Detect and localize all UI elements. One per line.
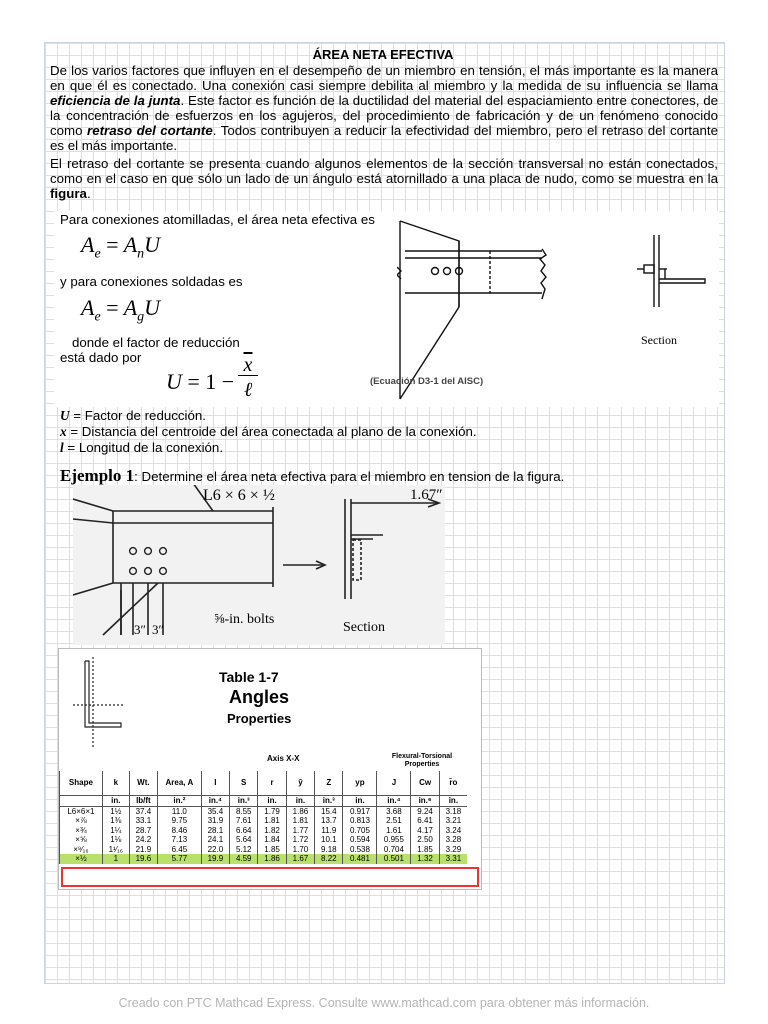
table-row	[60, 854, 468, 864]
table-cell: 1.79	[258, 806, 286, 816]
legend-x: x = Distancia del centroide del área conectada al plano de la conexión.	[60, 424, 477, 439]
table-header-cell: r̄o	[439, 771, 467, 796]
table-cell: 1⅛	[102, 835, 129, 845]
table-unit-cell: in.⁴	[377, 796, 411, 807]
table-cell: 3.24	[439, 826, 467, 836]
table-cell: 9.18	[315, 845, 343, 855]
highlight-frame	[61, 867, 479, 887]
table-cell: 0.594	[343, 835, 377, 845]
table-unit-cell: in.⁶	[411, 796, 439, 807]
table-cell: 0.704	[377, 845, 411, 855]
table-cell: 1.67	[286, 854, 314, 864]
table-cell: 31.9	[201, 816, 229, 826]
table-cell: 5.12	[230, 845, 258, 855]
table-cell: 1½	[102, 806, 129, 816]
table-unit-cell: in.²	[158, 796, 202, 807]
table-cell: 1.70	[286, 845, 314, 855]
table-cell: 1.32	[411, 854, 439, 864]
table-cell: 1	[102, 854, 129, 864]
table-cell: 11.0	[158, 806, 202, 816]
table-cell: 8.55	[230, 806, 258, 816]
welded-text: y para conexiones soldadas es	[60, 274, 243, 289]
table-cell: 1.82	[258, 826, 286, 836]
table-cell: 28.1	[201, 826, 229, 836]
table-header-cell: k	[102, 771, 129, 796]
legend-u: U = Factor de reducción.	[60, 408, 206, 423]
angles-table-panel	[58, 648, 482, 890]
table-row	[60, 816, 468, 826]
table-cell: 19.9	[201, 854, 229, 864]
table-header-cell: I	[201, 771, 229, 796]
table-cell: 6.45	[158, 845, 202, 855]
table-header-cell: ȳ	[286, 771, 314, 796]
aisc-reference: (Ecuación D3-1 del AISC)	[370, 376, 484, 387]
section-label-top: Section	[641, 333, 677, 347]
table-cell: 1.84	[258, 835, 286, 845]
table-cell: 3.31	[439, 854, 467, 864]
table-cell: 1.85	[411, 845, 439, 855]
example-1: Ejemplo 1: Determine el área neta efectiva para el miembro en tension de la figura.	[60, 466, 565, 485]
table-cell: 19.6	[129, 854, 157, 864]
angles-table	[59, 771, 467, 864]
table-units-row	[60, 796, 468, 807]
table-cell: 21.9	[129, 845, 157, 855]
table-cell: 6.41	[411, 816, 439, 826]
table-header-cell: yp	[343, 771, 377, 796]
section-label: Section	[343, 620, 385, 635]
table-cell: 1.81	[258, 816, 286, 826]
table-cell: ×⁹⁄₁₆	[60, 845, 103, 855]
table-cell: 37.4	[129, 806, 157, 816]
table-cell: 1.85	[258, 845, 286, 855]
table-row	[60, 826, 468, 836]
table-cell: 22.0	[201, 845, 229, 855]
table-cell: ×⅝	[60, 835, 103, 845]
spacing-2: 3″	[152, 622, 164, 637]
table-cell: 24.2	[129, 835, 157, 845]
footer-note: Creado con PTC Mathcad Express. Consulte www.mathcad.com para obtener más información.	[118, 996, 650, 1010]
table-header-cell: S	[230, 771, 258, 796]
table-cell: 1.61	[377, 826, 411, 836]
table-cell: 1¹⁄₁₆	[102, 845, 129, 855]
table-unit-cell: lb/ft	[129, 796, 157, 807]
table-cell: 1.86	[258, 854, 286, 864]
table-cell: 0.705	[343, 826, 377, 836]
table-unit-cell: in.³	[230, 796, 258, 807]
table-cell: 11.9	[315, 826, 343, 836]
table-cell: ×⅞	[60, 816, 103, 826]
intro-paragraph: De los varios factores que influyen en el desempeño de un miembro en tensión, el más importante es la manera en que él es conectado. Una conexión casi siempre debilita al miembro y la medida de su influencia se llama eficiencia de la junta. Este factor es función de la ductilidad del material del espaciamiento entre conectores, de la concentración de esfuerzos en los agujeros, del procedimiento de fabricación y de un fenómeno conocido como retraso del cortante. Todos contribuyen a reducir la efectividad del miembro, pero el retraso del cortante es el más importante.	[50, 63, 719, 153]
bolts-label: ⅝-in. bolts	[214, 612, 275, 627]
table-cell: 1.86	[286, 806, 314, 816]
table-cell: 1⅜	[102, 816, 129, 826]
table-cell: 3.21	[439, 816, 467, 826]
table-cell: 0.955	[377, 835, 411, 845]
table-cell: 5.64	[230, 835, 258, 845]
table-unit-cell: in.	[102, 796, 129, 807]
table-cell: 10.1	[315, 835, 343, 845]
equation-bolted: $A_e = A_nU$	[81, 232, 161, 262]
table-cell: 0.813	[343, 816, 377, 826]
dimension-label: 1.67″	[410, 487, 443, 503]
shape-label: L6 × 6 × ½	[203, 487, 275, 504]
bolted-text: Para conexiones atomilladas, el área neta efectiva es	[60, 212, 375, 227]
table-cell: 2.50	[411, 835, 439, 845]
table-cell: 9.24	[411, 806, 439, 816]
table-cell: ×½	[60, 854, 103, 864]
table-cell: 1.77	[286, 826, 314, 836]
legend-l: l = Longitud de la conexión.	[60, 440, 224, 455]
angle-section-icon	[63, 653, 125, 751]
table-cell: 9.75	[158, 816, 202, 826]
table-unit-cell: in.	[343, 796, 377, 807]
table-cell: 5.77	[158, 854, 202, 864]
table-header-cell: Z	[315, 771, 343, 796]
table-cell: 1.81	[286, 816, 314, 826]
fraction-denominator: ℓ	[243, 379, 253, 401]
table-title-2: Angles	[229, 687, 290, 707]
table-title-3: Properties	[227, 711, 292, 726]
table-header-cell: J	[377, 771, 411, 796]
table-cell: 4.17	[411, 826, 439, 836]
fraction-numerator: $\overline{x}$	[238, 355, 258, 376]
table-cell: 15.4	[315, 806, 343, 816]
table-cell: 3.68	[377, 806, 411, 816]
equation-welded: $A_e = A_gU$	[81, 295, 161, 325]
table-cell: 24.1	[201, 835, 229, 845]
equation-u-factor: U = 1 −	[166, 369, 235, 394]
table-unit-cell: in.	[439, 796, 467, 807]
reduction-text-2: está dado por	[60, 350, 142, 365]
table-cell: ×¾	[60, 826, 103, 836]
spacing-1: 3″	[134, 622, 146, 637]
table-cell: 6.64	[230, 826, 258, 836]
table-header-cell: Wt.	[129, 771, 157, 796]
table-cell: 0.481	[343, 854, 377, 864]
table-cell: 3.18	[439, 806, 467, 816]
table-unit-cell: in.	[286, 796, 314, 807]
table-cell: 2.51	[377, 816, 411, 826]
table-cell: 3.28	[439, 835, 467, 845]
table-cell: 13.7	[315, 816, 343, 826]
shear-lag-paragraph: El retraso del cortante se presenta cuando algunos elementos de la sección transversal no están conectados, como en el caso en que sólo un lado de un ángulo está atornillado a una placa de nudo, como se muestra en la figura.	[50, 156, 718, 201]
table-cell: 28.7	[129, 826, 157, 836]
table-cell: 7.13	[158, 835, 202, 845]
table-unit-cell	[60, 796, 103, 807]
table-cell: 8.22	[315, 854, 343, 864]
table-cell: 1.72	[286, 835, 314, 845]
table-cell: 4.59	[230, 854, 258, 864]
table-cell: L6×6×1	[60, 806, 103, 816]
table-cell: 35.4	[201, 806, 229, 816]
table-row	[60, 835, 468, 845]
table-cell: 8.46	[158, 826, 202, 836]
table-header-cell: r	[258, 771, 286, 796]
table-header-cell: Area, A	[158, 771, 202, 796]
group-flexural: Flexural-Torsional Properties	[391, 753, 453, 768]
table-unit-cell: in.³	[315, 796, 343, 807]
table-cell: 7.61	[230, 816, 258, 826]
reduction-text: donde el factor de reducción	[72, 335, 240, 350]
table-unit-cell: in.⁴	[201, 796, 229, 807]
table-cell: 0.501	[377, 854, 411, 864]
page-title: ÁREA NETA EFECTIVA	[312, 47, 454, 62]
table-header-row	[60, 771, 468, 796]
table-row	[60, 806, 468, 816]
table-header-cell: Shape	[60, 771, 103, 796]
table-cell: 0.917	[343, 806, 377, 816]
table-unit-cell: in.	[258, 796, 286, 807]
table-cell: 33.1	[129, 816, 157, 826]
group-axis-xx: Axis X-X	[267, 754, 300, 763]
table-cell: 1¼	[102, 826, 129, 836]
table-cell: 3.29	[439, 845, 467, 855]
table-cell: 0.538	[343, 845, 377, 855]
table-header-cell: Cw	[411, 771, 439, 796]
table-title-1: Table 1-7	[219, 669, 279, 685]
table-row	[60, 845, 468, 855]
